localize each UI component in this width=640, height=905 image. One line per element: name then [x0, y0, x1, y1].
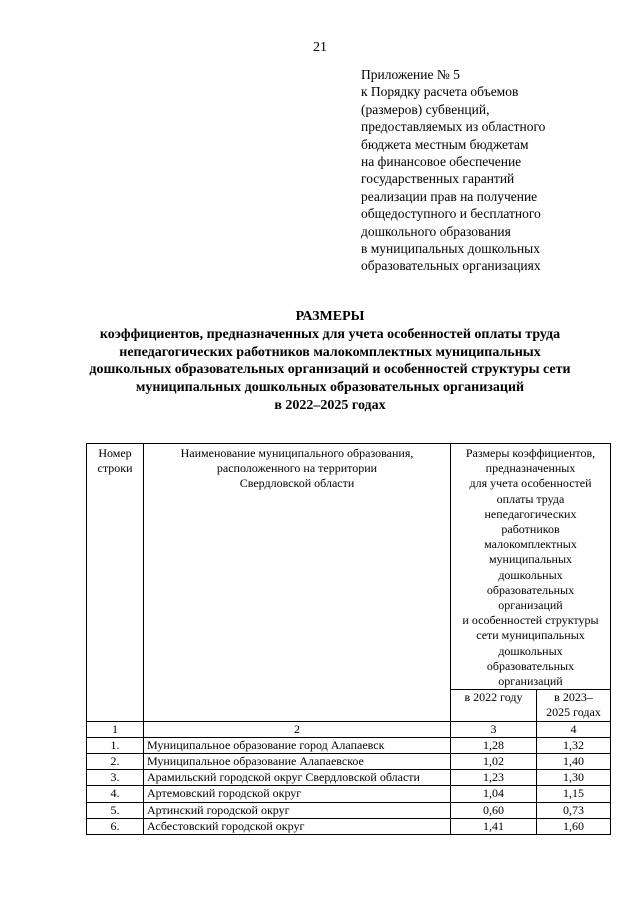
coef-2022: 1,28 [451, 737, 537, 753]
coef-2023-2025: 1,15 [537, 786, 611, 802]
row-number: 2. [87, 754, 144, 770]
coef-2022: 1,23 [451, 770, 537, 786]
document-heading [60, 308, 600, 415]
appendix-line: к Порядку расчета объемов [361, 84, 519, 100]
appendix-line: бюджета местным бюджетам [361, 136, 529, 152]
appendix-line: Приложение № 5 [361, 67, 460, 82]
index-cell: 4 [537, 721, 611, 737]
municipality-name: Муниципальное образование город Алапаевск [144, 737, 451, 753]
appendix-note [361, 66, 545, 275]
coef-2022: 1,41 [451, 818, 537, 834]
row-number: 5. [87, 802, 144, 818]
header-municipality-name: Наименование муниципального образования, расположенного на территории Свердловской области [144, 444, 451, 722]
table-row [87, 802, 611, 818]
municipality-name: Артемовский городской округ [144, 786, 451, 802]
heading-line: коэффициентов, предназначенных для учета особенностей оплаты труда [99, 326, 561, 342]
row-number: 1. [87, 737, 144, 753]
table-row [87, 818, 611, 834]
coef-2022: 1,04 [451, 786, 537, 802]
coef-2022: 1,02 [451, 754, 537, 770]
coefficients-table [86, 443, 611, 835]
row-number: 4. [87, 786, 144, 802]
coef-2023-2025: 0,73 [537, 802, 611, 818]
heading-line: дошкольных образовательных организаций и особенностей структуры сети [89, 362, 571, 378]
heading-line: в 2022–2025 годах [274, 397, 386, 413]
appendix-line: на финансовое обеспечение [361, 154, 522, 170]
coef-2023-2025: 1,40 [537, 754, 611, 770]
table-row [87, 754, 611, 770]
appendix-line: образовательных организациях [361, 258, 541, 274]
index-cell: 2 [144, 721, 451, 737]
table-row [87, 786, 611, 802]
heading-title: РАЗМЕРЫ [295, 309, 365, 324]
row-number: 3. [87, 770, 144, 786]
appendix-line: реализации прав на получение [361, 188, 538, 204]
row-number: 6. [87, 818, 144, 834]
coef-2023-2025: 1,32 [537, 737, 611, 753]
heading-line: непедагогических работников малокомплектных муниципальных [119, 344, 541, 360]
header-coefficients: Размеры коэффициентов, предназначенных для учета особенностей оплаты труда непедагогических работников малокомплектных муниципальных дошкольных образовательных организаций и особенностей структуры сети муниципальных дошкольных образовательных организаций [451, 444, 611, 690]
heading-line: муниципальных дошкольных образовательных организаций [135, 380, 525, 396]
appendix-line: (размеров) субвенций, [361, 101, 490, 117]
appendix-line: государственных гарантий [361, 171, 515, 187]
appendix-line: дошкольного образования [361, 223, 511, 239]
page-number: 21 [313, 40, 327, 55]
municipality-name: Муниципальное образование Алапаевское [144, 754, 451, 770]
header-year-2022: в 2022 году [451, 690, 537, 721]
table-row [87, 770, 611, 786]
coef-2023-2025: 1,60 [537, 818, 611, 834]
appendix-line: общедоступного и бесплатного [361, 206, 541, 222]
appendix-line: в муниципальных дошкольных [361, 241, 540, 257]
table-index-row [87, 721, 611, 737]
coef-2023-2025: 1,30 [537, 770, 611, 786]
municipality-name: Арамильский городской округ Свердловской области [144, 770, 451, 786]
index-cell: 3 [451, 721, 537, 737]
table-header-row [87, 444, 611, 690]
coef-2022: 0,60 [451, 802, 537, 818]
index-cell: 1 [87, 721, 144, 737]
table-row [87, 737, 611, 753]
header-year-2023-2025: в 2023– 2025 годах [537, 690, 611, 721]
municipality-name: Асбестовский городской округ [144, 818, 451, 834]
appendix-line: предоставляемых из областного [361, 119, 546, 135]
header-row-number: Номер строки [87, 444, 144, 722]
municipality-name: Артинский городской округ [144, 802, 451, 818]
